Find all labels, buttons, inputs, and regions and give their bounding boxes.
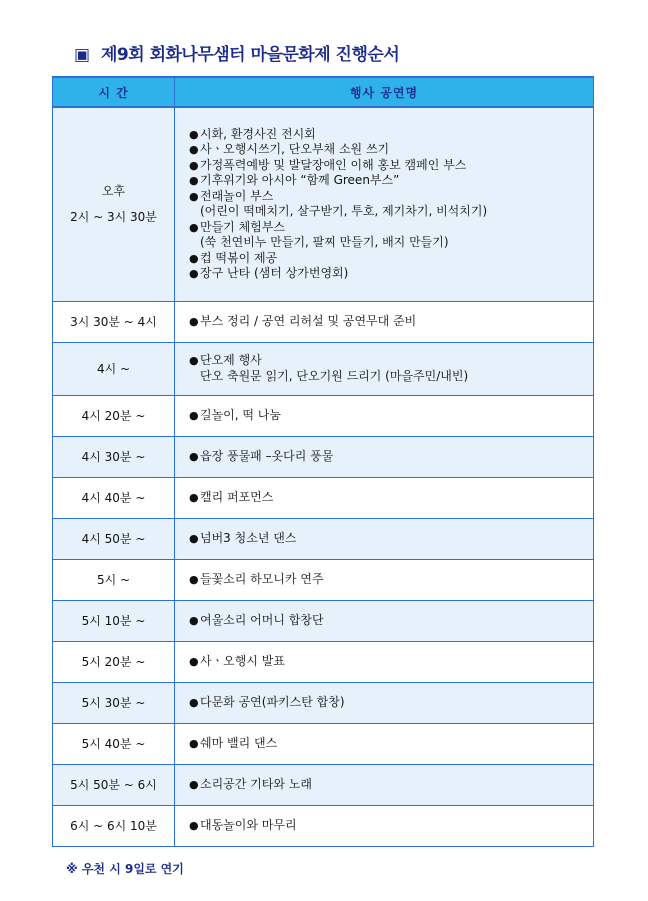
time-text: 5시 10분 ~ — [81, 613, 146, 628]
program-cell — [175, 641, 594, 682]
time-text: 6시 ~ 6시 10분 — [70, 818, 157, 833]
program-text: 가정폭력예방 및 발달장애인 이해 홍보 캠페인 부스 — [200, 157, 467, 172]
bullet-dot-icon: ● — [189, 189, 199, 203]
time-text: 4시 40분 ~ — [81, 490, 146, 505]
bullet-dot-icon: ● — [189, 251, 199, 265]
program-text: 다문화 공연(파키스탄 합창) — [200, 694, 345, 709]
time-cell — [53, 107, 175, 301]
bullet-dot-icon: ● — [189, 736, 199, 750]
program-text: 읍장 풍물패 –옷다리 풍물 — [200, 448, 334, 463]
program-subtext: (어린이 떡메치기, 살구받기, 투호, 제기차기, 비석치기) — [200, 204, 488, 219]
bullet-dot-icon: ● — [189, 777, 199, 791]
time-text: 4시 20분 ~ — [81, 408, 146, 423]
program-text: 대동놀이와 마무리 — [200, 817, 297, 832]
list-item — [189, 142, 593, 158]
program-text: 컵 떡볶이 제공 — [200, 250, 278, 265]
schedule-table — [52, 76, 594, 847]
list-item — [189, 695, 593, 711]
time-cell — [53, 395, 175, 436]
list-item — [189, 127, 593, 143]
program-text: 부스 정리 / 공연 리허설 및 공연무대 준비 — [200, 313, 417, 328]
program-text: 여울소리 어머니 합창단 — [200, 612, 324, 627]
program-cell — [175, 107, 594, 301]
table-row — [53, 805, 594, 846]
time-text: 2시 ~ 3시 30분 — [70, 210, 157, 225]
bullet-dot-icon: ● — [189, 449, 199, 463]
list-item — [189, 408, 593, 424]
time-text: 5시 ~ — [96, 572, 131, 587]
list-item — [189, 531, 593, 547]
program-text: 사ㆍ오행시 발표 — [200, 653, 285, 668]
program-cell — [175, 436, 594, 477]
time-cell — [53, 342, 175, 395]
table-row — [53, 518, 594, 559]
program-text: 시화, 환경사진 전시회 — [200, 126, 316, 141]
bullet-dot-icon: ● — [189, 613, 199, 627]
schedule-body — [53, 107, 594, 846]
time-text: 5시 40분 ~ — [81, 736, 146, 751]
bullet-dot-icon: ● — [189, 158, 199, 172]
bullet-dot-icon: ● — [189, 490, 199, 504]
list-item — [189, 251, 593, 267]
table-row — [53, 682, 594, 723]
bullet-dot-icon: ● — [189, 572, 199, 586]
bullet-dot-icon: ● — [189, 818, 199, 832]
table-row — [53, 600, 594, 641]
list-item — [189, 777, 593, 793]
program-text: 사ㆍ오행시쓰기, 단오부채 소원 쓰기 — [200, 142, 390, 157]
bullet-dot-icon: ● — [189, 695, 199, 709]
program-text: 장구 난타 (샘터 상가번영회) — [200, 266, 349, 281]
table-row — [53, 395, 594, 436]
list-item — [189, 220, 593, 236]
program-text: 만들기 체험부스 — [200, 219, 285, 234]
table-row — [53, 342, 594, 395]
program-text: 길놀이, 떡 나눔 — [200, 407, 281, 422]
time-cell — [53, 641, 175, 682]
list-item — [189, 572, 593, 588]
program-cell — [175, 723, 594, 764]
program-cell — [175, 301, 594, 342]
time-text: 5시 30분 ~ — [81, 695, 146, 710]
time-text: 오후 — [101, 184, 126, 199]
table-row — [53, 301, 594, 342]
time-text: 5시 50분 ~ 6시 — [70, 777, 157, 792]
square-bullet-icon: ▣ — [74, 45, 90, 65]
footnote: ※ 우천 시 9일로 연기 — [66, 862, 184, 876]
table-row — [53, 477, 594, 518]
program-cell — [175, 518, 594, 559]
bullet-dot-icon: ● — [189, 354, 199, 367]
program-cell — [175, 559, 594, 600]
list-item — [189, 173, 593, 189]
program-cell — [175, 764, 594, 805]
time-cell — [53, 477, 175, 518]
page-title — [74, 40, 399, 65]
list-item — [189, 314, 593, 330]
bullet-dot-icon: ● — [189, 220, 199, 234]
list-item — [189, 654, 593, 670]
bullet-dot-icon: ● — [189, 143, 199, 157]
table-row — [53, 723, 594, 764]
page-title-text: 제9회 회화나무샘터 마을문화제 진행순서 — [100, 45, 400, 65]
time-text: 4시 30분 ~ — [81, 449, 146, 464]
list-item — [189, 189, 593, 205]
time-text: 5시 20분 ~ — [81, 654, 146, 669]
table-row — [53, 764, 594, 805]
program-cell — [175, 600, 594, 641]
program-subtext: 단오 축원문 읽기, 단오기원 드리기 (마을주민/내빈) — [200, 368, 469, 383]
program-text: 넘버3 청소년 댄스 — [200, 530, 297, 545]
time-cell — [53, 559, 175, 600]
table-row — [53, 559, 594, 600]
bullet-dot-icon: ● — [189, 314, 199, 328]
table-row — [53, 436, 594, 477]
list-item — [189, 818, 593, 834]
program-text: 들꽃소리 하모니카 연주 — [200, 571, 324, 586]
time-cell — [53, 723, 175, 764]
time-cell — [53, 682, 175, 723]
time-cell — [53, 436, 175, 477]
program-text: 전래놀이 부스 — [200, 188, 274, 203]
program-text: 쉐마 밸리 댄스 — [200, 735, 278, 750]
time-cell — [53, 764, 175, 805]
program-cell — [175, 477, 594, 518]
bullet-dot-icon: ● — [189, 267, 199, 281]
program-cell — [175, 805, 594, 846]
time-text: 4시 ~ — [96, 361, 131, 376]
list-item — [189, 353, 593, 369]
list-item — [189, 613, 593, 629]
program-cell — [175, 342, 594, 395]
program-text: 캘리 퍼포먼스 — [200, 489, 274, 504]
list-item — [189, 266, 593, 282]
table-row — [53, 641, 594, 682]
time-text: 3시 30분 ~ 4시 — [70, 314, 157, 329]
list-item — [189, 449, 593, 465]
bullet-dot-icon: ● — [189, 174, 199, 188]
list-item — [189, 736, 593, 752]
time-text: 4시 50분 ~ — [81, 531, 146, 546]
program-text: 기후위기와 아시아 “함께 Green부스” — [200, 173, 400, 188]
time-cell — [53, 301, 175, 342]
header-program: 행사 공연명 — [175, 77, 594, 107]
bullet-dot-icon: ● — [189, 408, 199, 422]
table-row — [53, 107, 594, 301]
program-cell — [175, 682, 594, 723]
time-cell — [53, 600, 175, 641]
program-text: 단오제 행사 — [200, 353, 262, 367]
program-subtext: (쑥 천연비누 만들기, 팔찌 만들기, 배지 만들기) — [200, 235, 449, 250]
bullet-dot-icon: ● — [189, 654, 199, 668]
time-cell — [53, 805, 175, 846]
table-header-row — [53, 77, 594, 107]
header-time: 시 간 — [53, 77, 175, 107]
bullet-dot-icon: ● — [189, 127, 199, 141]
list-item — [189, 490, 593, 506]
list-item — [189, 158, 593, 174]
time-cell — [53, 518, 175, 559]
bullet-dot-icon: ● — [189, 531, 199, 545]
program-text: 소리공간 기타와 노래 — [200, 776, 312, 791]
program-cell — [175, 395, 594, 436]
